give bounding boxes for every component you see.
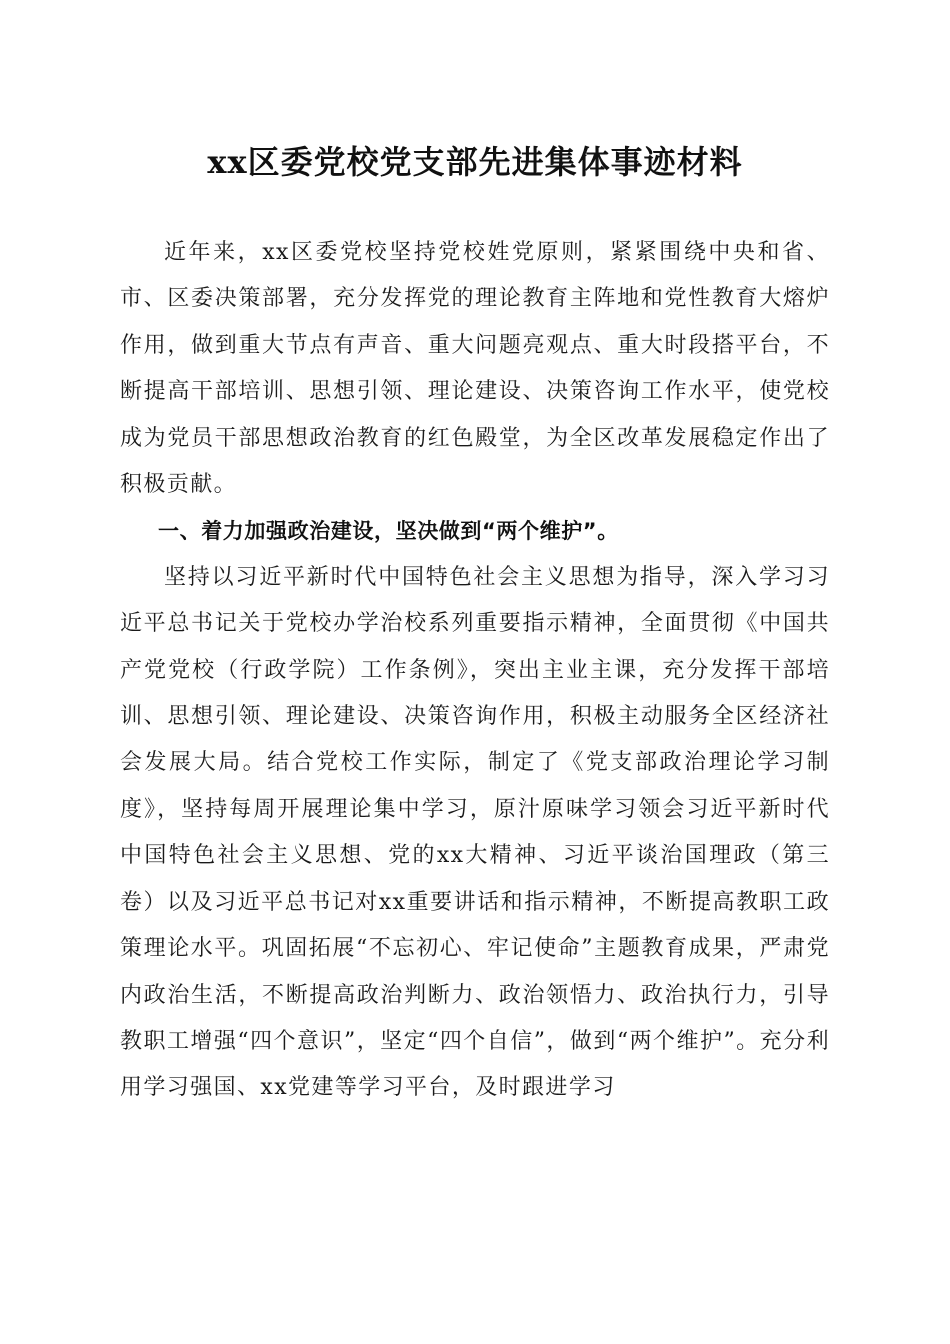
intro-paragraph: 近年来，xx区委党校坚持党校姓党原则，紧紧围绕中央和省、市、区委决策部署，充分发挥党的理论教育主阵地和党性教育大熔炉作用，做到重大节点有声音、重大问题亮观点、重大时段搭平台，不断提高干部培训、思想引领、理论建设、决策咨询工作水平，使党校成为党员干部思想政治教育的红色殿堂，为全区改革发展稳定作出了积极贡献。 [120, 240, 830, 498]
section-1-paragraph: 坚持以习近平新时代中国特色社会主义思想为指导，深入学习习近平总书记关于党校办学治校系列重要指示精神，全面贯彻《中国共产党党校（行政学院）工作条例》，突出主业主课，充分发挥干部培训、思想引领、理论建设、决策咨询作用，积极主动服务全区经济社会发展大局。结合党校工作实际，制定了《党支部政治理论学习制度》，坚持每周开展理论集中学习，原汁原味学习领会习近平新时代中国特色社会主义思想、党的xx大精神、习近平谈治国理政（第三卷）以及习近平总书记对xx重要讲话和指示精神，不断提高教职工政策理论水平。巩固拓展“不忘初心、牢记使命”主题教育成果，严肃党内政治生活，不断提高政治判断力、政治领悟力、政治执行力，引导教职工增强“四个意识”，坚定“四个自信”，做到“两个维护”。充分利用学习强国、xx党建等学习平台，及时跟进学习 [120, 564, 830, 1101]
document-title: xx区委党校党支部先进集体事迹材料 [207, 143, 743, 181]
document-body [120, 230, 830, 1112]
section-heading-1: 一、着力加强政治建设，坚决做到“两个维护”。 [158, 519, 619, 544]
